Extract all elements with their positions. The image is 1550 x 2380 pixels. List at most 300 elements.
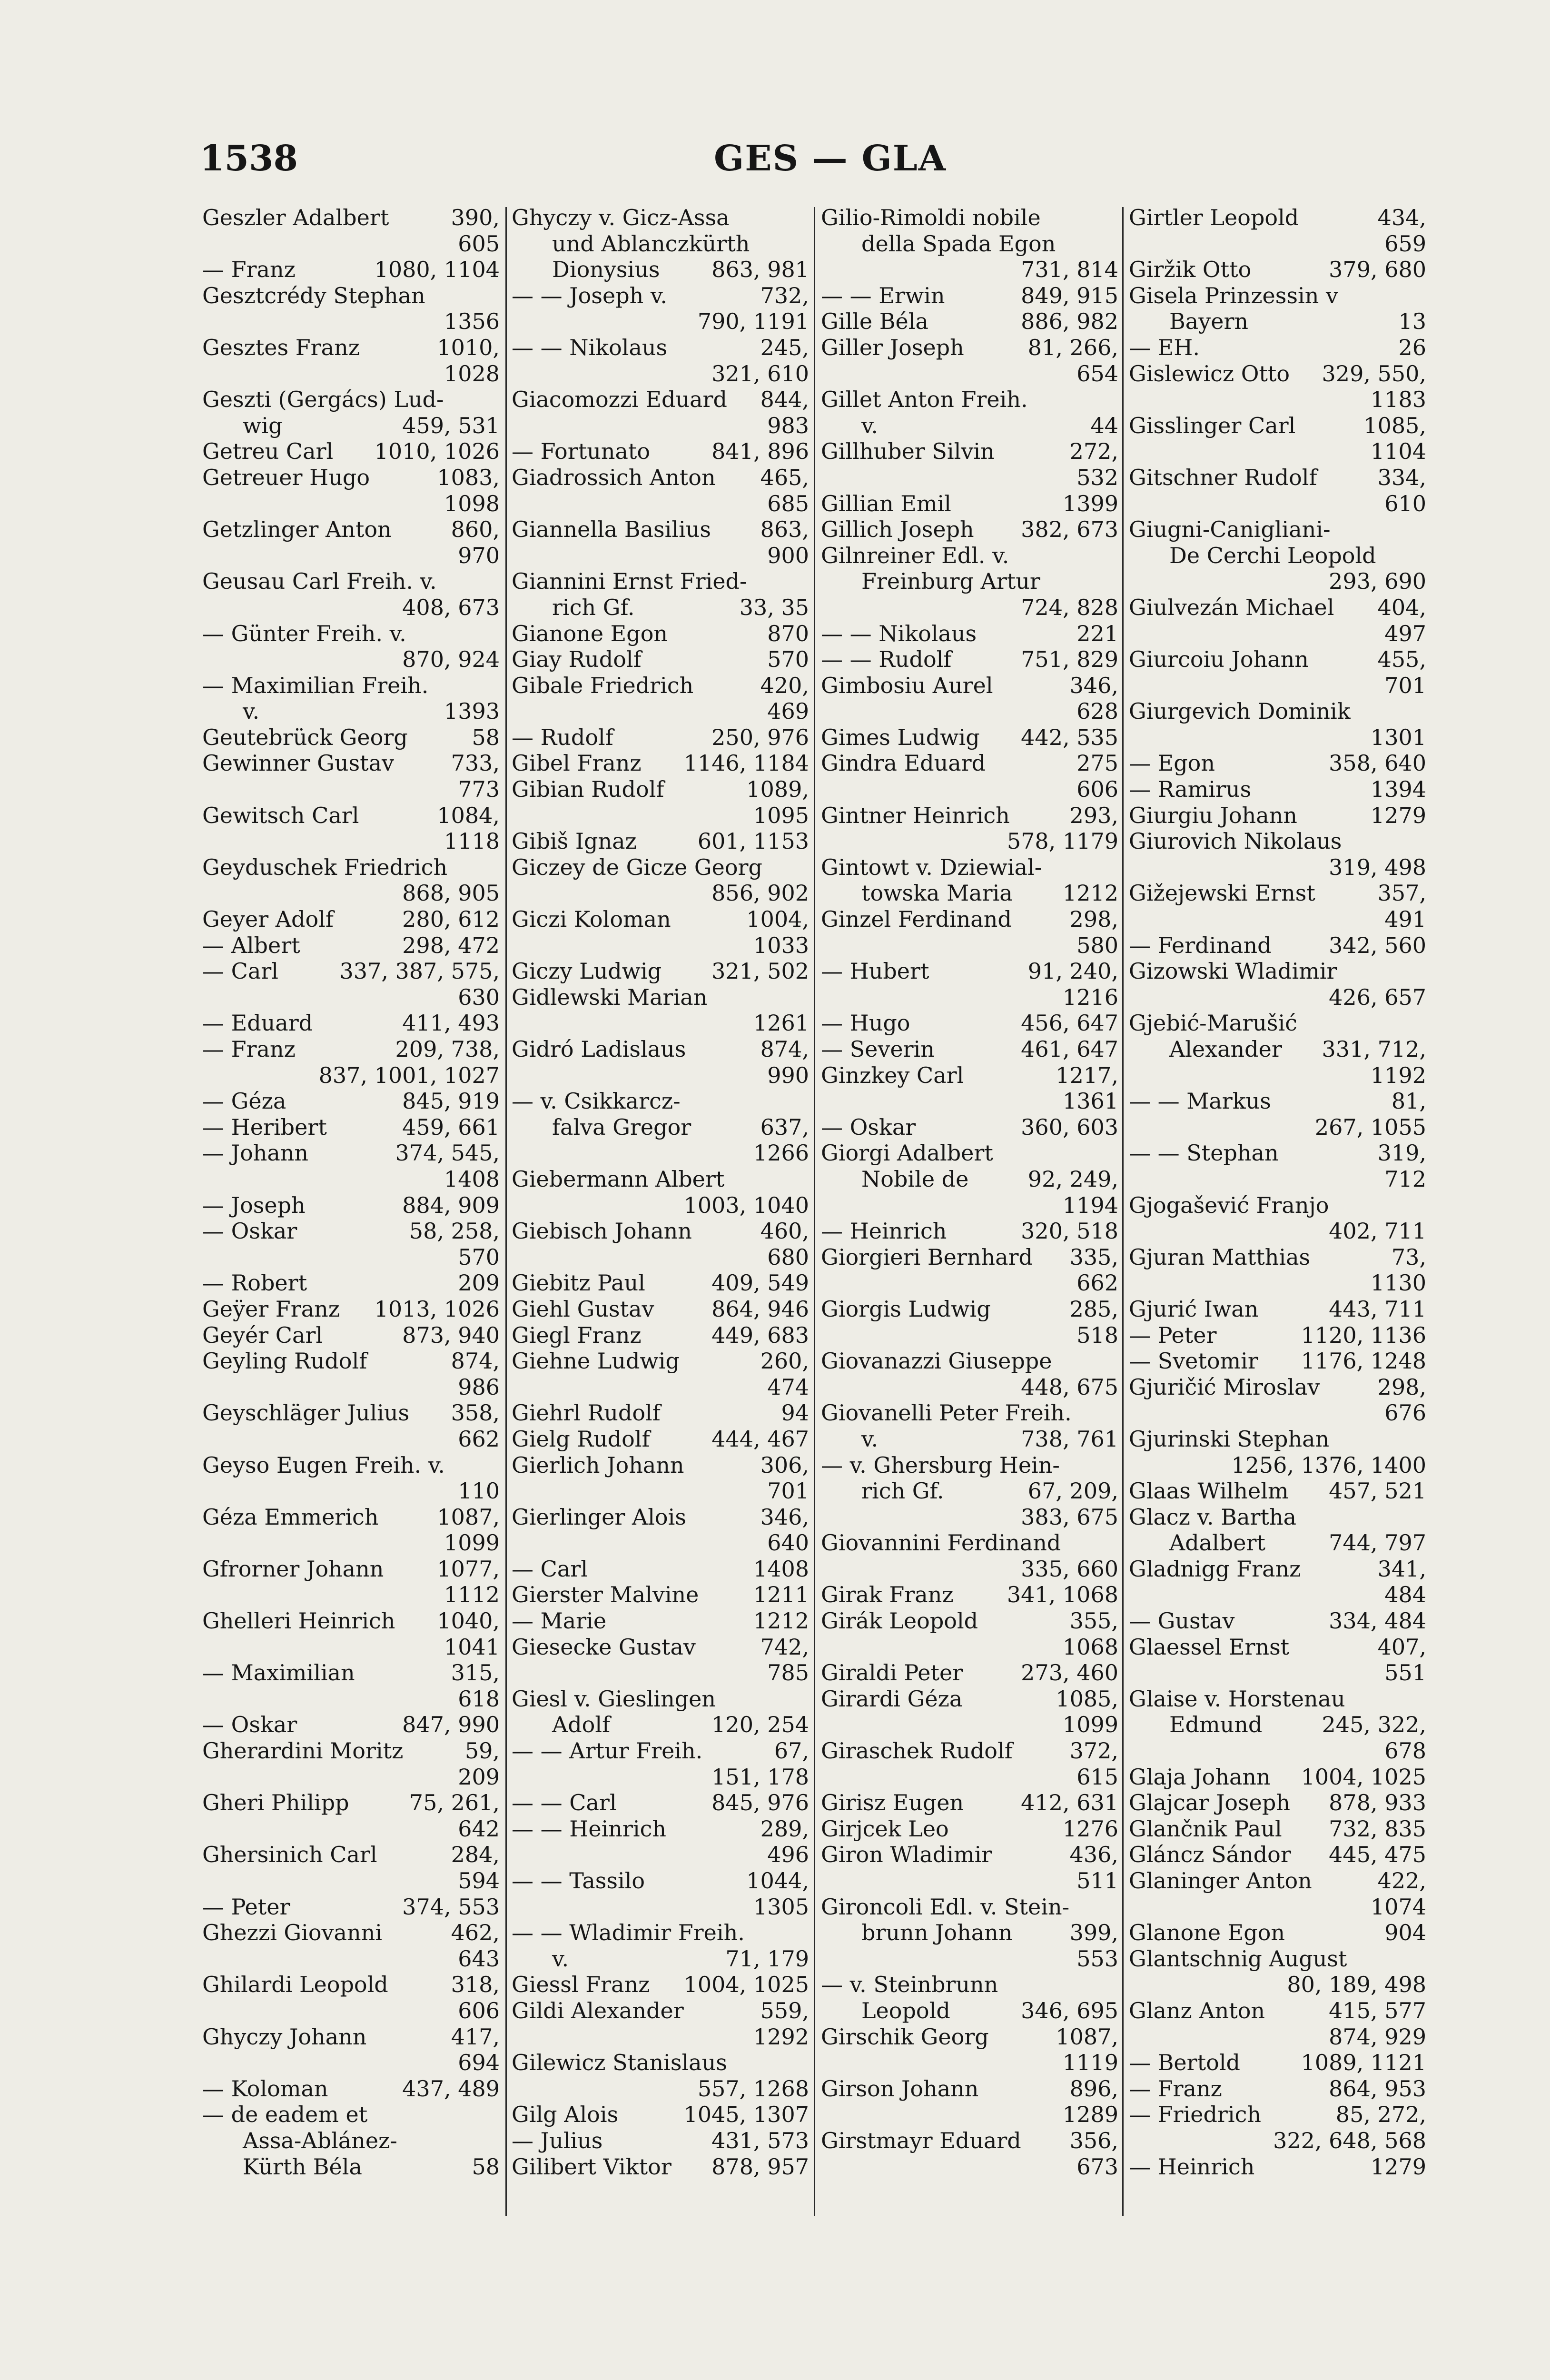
index-entry	[1129, 361, 1426, 413]
entry-line	[821, 1010, 1118, 1036]
index-entry	[202, 1036, 500, 1088]
entry-pages: 1394	[1370, 776, 1426, 803]
entry-name: Girardi Géza	[821, 1686, 963, 1712]
entry-line	[821, 568, 1118, 595]
entry-pages: 673	[1076, 2153, 1118, 2180]
entry-name: — Rudolf	[512, 724, 613, 750]
entry-pages: 120, 254	[711, 1712, 809, 1738]
entry-line	[1129, 1530, 1426, 1556]
entry-line	[202, 1660, 500, 1686]
entry-pages: 785	[767, 1660, 809, 1686]
entry-name: v.	[861, 412, 879, 438]
index-entry	[821, 621, 1118, 647]
index-entry	[821, 1972, 1118, 2023]
entry-line	[512, 1166, 809, 1192]
entry-pages: 209	[458, 1764, 500, 1790]
entry-name: Adalbert	[1169, 1530, 1265, 1556]
entry-pages: 260,	[760, 1348, 809, 1374]
entry-pages: 245,	[760, 334, 809, 360]
entry-line	[512, 803, 809, 829]
entry-name: — Ramirus	[1129, 776, 1252, 803]
entry-pages: 434,	[1377, 205, 1426, 230]
entry-line	[202, 1608, 500, 1634]
entry-pages: 1276	[1062, 1815, 1118, 1842]
index-entry	[1129, 1088, 1426, 1140]
entry-line	[202, 335, 500, 361]
entry-pages: 329, 550,	[1322, 360, 1426, 387]
entry-line	[1129, 1036, 1426, 1062]
entry-name: Gille Béla	[821, 308, 928, 335]
entry-pages: 712	[1384, 1166, 1426, 1192]
entry-name: Giczey de Gicze Georg	[512, 854, 762, 880]
entry-name: rich Gf.	[552, 594, 635, 620]
entry-line	[1129, 257, 1426, 283]
entry-pages: 1104	[1370, 438, 1426, 465]
entry-name: Gillhuber Silvin	[821, 438, 995, 465]
index-entry	[821, 438, 1118, 490]
entry-pages: 402, 711	[1329, 1218, 1426, 1244]
entry-pages: 642	[458, 1815, 500, 1842]
index-entry	[202, 205, 500, 257]
entry-line	[512, 621, 809, 647]
entry-pages: 221	[1076, 620, 1118, 646]
entry-line	[202, 595, 500, 621]
entry-line	[821, 724, 1118, 751]
entry-line	[512, 543, 809, 569]
index-entry	[1129, 932, 1426, 959]
index-entry	[1129, 1426, 1426, 1478]
entry-pages: 445, 475	[1329, 1842, 1426, 1868]
entry-name: Giorgieri Bernhard	[821, 1244, 1033, 1270]
entry-line	[1129, 1088, 1426, 1114]
index-entry	[1129, 698, 1426, 750]
entry-pages: 904	[1384, 1920, 1426, 1946]
index-entry	[202, 1894, 500, 1920]
entry-pages: 319,	[1377, 1140, 1426, 1166]
index-entry	[821, 1738, 1118, 1790]
entry-pages: 322, 648, 568	[1273, 2127, 1426, 2153]
entry-name: — Friedrich	[1129, 2102, 1261, 2128]
index-entry	[202, 1556, 500, 1608]
entry-line	[1129, 543, 1426, 569]
entry-pages: 744, 797	[1329, 1530, 1426, 1556]
entry-line	[202, 776, 500, 803]
entry-pages: 844,	[760, 387, 809, 413]
index-entry	[821, 724, 1118, 751]
entry-line	[512, 828, 809, 854]
entry-line	[512, 595, 809, 621]
entry-pages: 1003, 1040	[683, 1192, 809, 1218]
entry-pages: 518	[1076, 1322, 1118, 1348]
entry-line	[202, 1218, 500, 1244]
entry-line	[202, 1426, 500, 1452]
entry-line	[512, 1842, 809, 1868]
entry-line	[821, 1920, 1118, 1946]
entry-line	[1129, 1504, 1426, 1530]
entry-name: Gimes Ludwig	[821, 724, 980, 750]
entry-line	[202, 1062, 500, 1089]
entry-line	[202, 803, 500, 829]
entry-line	[512, 1322, 809, 1349]
entry-line	[821, 1504, 1118, 1530]
entry-pages: 455,	[1377, 646, 1426, 673]
entry-line	[202, 2050, 500, 2076]
entry-line	[202, 231, 500, 257]
entry-pages: 320, 518	[1021, 1218, 1118, 1244]
entry-pages: 81,	[1391, 1088, 1426, 1114]
entry-pages: 878, 957	[711, 2153, 809, 2180]
entry-pages: 1098	[444, 490, 500, 516]
entry-name: Geyduschek Friedrich	[202, 854, 448, 880]
entry-line	[821, 776, 1118, 803]
entry-name: — de eadem et	[202, 2102, 368, 2128]
entry-name: Giurovich Nikolaus	[1129, 828, 1342, 854]
index-entry	[1129, 1140, 1426, 1192]
entry-pages: 85, 272,	[1335, 2102, 1426, 2128]
index-entry	[1129, 413, 1426, 465]
index-entry	[512, 1686, 809, 1738]
entry-name: Alexander	[1169, 1036, 1282, 1062]
entry-line	[1129, 854, 1426, 881]
index-entry	[821, 387, 1118, 438]
entry-name: Kürth Béla	[243, 2153, 362, 2180]
entry-pages: 44	[1090, 412, 1118, 438]
index-entry	[202, 958, 500, 1010]
entry-name: — — Artur Freih.	[512, 1738, 703, 1764]
entry-name: rich Gf.	[861, 1478, 944, 1504]
entry-pages: 461, 647	[1021, 1036, 1118, 1062]
entry-pages: 382, 673	[1021, 516, 1118, 543]
index-entry	[1129, 2050, 1426, 2076]
entry-line	[202, 1452, 500, 1478]
entry-pages: 444, 467	[711, 1426, 809, 1452]
index-entry	[1129, 516, 1426, 595]
entry-line	[202, 932, 500, 959]
entry-pages: 643	[458, 1945, 500, 1972]
entry-line	[1129, 1842, 1426, 1868]
index-entry	[1129, 1634, 1426, 1686]
column-rule	[505, 207, 507, 2216]
entry-line	[202, 543, 500, 569]
index-entry	[1129, 1296, 1426, 1322]
entry-line	[202, 1504, 500, 1530]
index-entry	[202, 1842, 500, 1894]
entry-name: Gierlinger Alois	[512, 1504, 686, 1530]
entry-name: Getreuer Hugo	[202, 464, 370, 490]
entry-line	[821, 231, 1118, 257]
entry-pages: 1216	[1062, 984, 1118, 1010]
entry-line	[202, 1530, 500, 1556]
entry-name: — Johann	[202, 1140, 309, 1166]
entry-line	[821, 1764, 1118, 1790]
entry-line	[202, 828, 500, 854]
entry-name: Giebitz Paul	[512, 1270, 645, 1296]
index-entry	[512, 854, 809, 906]
entry-pages: 293,	[1069, 802, 1118, 828]
entry-line	[821, 1140, 1118, 1166]
entry-line	[1129, 231, 1426, 257]
entry-line	[512, 1140, 809, 1166]
index-entry	[1129, 257, 1426, 283]
entry-name: Glanone Egon	[1129, 1920, 1285, 1946]
entry-line	[821, 1842, 1118, 1868]
entry-name: Giczi Koloman	[512, 906, 671, 932]
entry-line	[1129, 1010, 1426, 1036]
entry-name: Giannini Ernst Fried-	[512, 568, 747, 595]
entry-pages: 680	[767, 1244, 809, 1270]
entry-pages: 874,	[760, 1036, 809, 1062]
index-entry	[202, 438, 500, 465]
entry-name: Gisslinger Carl	[1129, 412, 1296, 438]
entry-line	[512, 1764, 809, 1790]
entry-pages: 399,	[1069, 1920, 1118, 1946]
entry-pages: 990	[767, 1062, 809, 1088]
entry-pages: 610	[1384, 490, 1426, 516]
entry-pages: 1089, 1121	[1301, 2050, 1426, 2076]
entry-pages: 1130	[1370, 1270, 1426, 1296]
entry-name: Edmund	[1169, 1712, 1263, 1738]
entry-line	[202, 1686, 500, 1712]
entry-pages: 863,	[760, 516, 809, 543]
entry-line	[202, 2128, 500, 2154]
index-entry	[512, 750, 809, 776]
entry-pages: 870	[767, 620, 809, 646]
entry-name: Giraschek Rudolf	[821, 1738, 1013, 1764]
entry-pages: 298,	[1069, 906, 1118, 932]
entry-name: Giurgiu Johann	[1129, 802, 1297, 828]
index-entry	[821, 2128, 1118, 2180]
entry-pages: 284,	[451, 1842, 500, 1868]
index-entry	[202, 673, 500, 724]
entry-line	[1129, 491, 1426, 517]
entry-line	[202, 1166, 500, 1192]
index-entry	[512, 2102, 809, 2128]
index-entry	[202, 1192, 500, 1219]
entry-line	[512, 1816, 809, 1842]
index-entry	[1129, 595, 1426, 646]
index-entry	[1129, 1816, 1426, 1842]
entry-name: Girstmayr Eduard	[821, 2127, 1021, 2153]
index-entry	[202, 750, 500, 802]
entry-name: Assa-Ablánez-	[243, 2127, 397, 2153]
index-entry	[1129, 1556, 1426, 1608]
entry-line	[1129, 932, 1426, 959]
entry-line	[821, 1998, 1118, 2024]
entry-pages: 379, 680	[1329, 257, 1426, 283]
entry-pages: 532	[1076, 464, 1118, 490]
entry-line	[1129, 1270, 1426, 1296]
entry-line	[1129, 1348, 1426, 1374]
index-entry	[821, 1062, 1118, 1114]
entry-line	[512, 854, 809, 881]
index-entry	[1129, 465, 1426, 516]
entry-pages: 511	[1076, 1868, 1118, 1894]
entry-line	[821, 1322, 1118, 1349]
entry-line	[202, 673, 500, 699]
entry-name: Gjebić-Marušić	[1129, 1010, 1297, 1036]
index-entry	[821, 1686, 1118, 1738]
entry-name: Giebermann Albert	[512, 1166, 725, 1192]
entry-line	[512, 1660, 809, 1686]
entry-pages: 637,	[760, 1114, 809, 1140]
entry-line	[202, 1114, 500, 1140]
index-column-4	[1129, 205, 1426, 2180]
entry-pages: 331, 712,	[1322, 1036, 1426, 1062]
entry-name: — — Wladimir Freih.	[512, 1920, 745, 1946]
entry-pages: 1393	[444, 698, 500, 724]
index-entry	[202, 1270, 500, 1296]
entry-pages: 1256, 1376, 1400	[1231, 1452, 1426, 1478]
entry-line	[512, 1270, 809, 1296]
entry-name: Gibiš Ignaz	[512, 828, 637, 854]
entry-pages: 1212	[753, 1608, 809, 1634]
entry-pages: 886, 982	[1021, 308, 1118, 335]
entry-pages: 209, 738,	[395, 1036, 500, 1062]
entry-line	[821, 1582, 1118, 1608]
entry-pages: 298,	[1377, 1374, 1426, 1400]
entry-line	[821, 361, 1118, 387]
entry-name: Gibel Franz	[512, 750, 642, 776]
index-entry	[512, 621, 809, 647]
entry-name: — Franz	[202, 257, 296, 283]
entry-line	[202, 1842, 500, 1868]
entry-line	[1129, 1790, 1426, 1816]
entry-pages: 594	[458, 1868, 500, 1894]
entry-name: Getreu Carl	[202, 438, 334, 465]
entry-pages: 289,	[760, 1815, 809, 1842]
entry-name: Geyschläger Julius	[202, 1400, 410, 1426]
entry-pages: 986	[458, 1374, 500, 1400]
entry-pages: 273, 460	[1021, 1660, 1118, 1686]
entry-line	[1129, 1660, 1426, 1686]
index-entry	[512, 1790, 809, 1816]
entry-pages: 358,	[451, 1400, 500, 1426]
entry-pages: 1077,	[437, 1556, 500, 1582]
entry-pages: 1045, 1307	[683, 2102, 809, 2128]
entry-pages: 267, 1055	[1314, 1114, 1426, 1140]
entry-pages: 341, 1068	[1007, 1582, 1118, 1608]
entry-pages: 864, 946	[711, 1296, 809, 1322]
entry-line	[1129, 1192, 1426, 1219]
entry-name: Bayern	[1169, 308, 1249, 335]
entry-pages: 1301	[1370, 724, 1426, 750]
entry-pages: 1040,	[437, 1608, 500, 1634]
index-entry	[1129, 1790, 1426, 1816]
index-entry	[1129, 1478, 1426, 1504]
entry-line	[512, 1452, 809, 1478]
index-entry	[512, 438, 809, 465]
index-entry	[202, 1088, 500, 1114]
entry-pages: 13	[1398, 308, 1426, 335]
entry-line	[1129, 1556, 1426, 1582]
entry-name: Gladnigg Franz	[1129, 1556, 1301, 1582]
entry-pages: 422,	[1377, 1868, 1426, 1894]
entry-pages: 1119	[1062, 2050, 1118, 2076]
entry-pages: 1289	[1062, 2102, 1118, 2128]
entry-pages: 884, 909	[402, 1192, 500, 1218]
index-entry	[1129, 1374, 1426, 1426]
index-entry	[821, 283, 1118, 309]
entry-line	[512, 308, 809, 335]
entry-line	[512, 231, 809, 257]
entry-name: Giron Wladimir	[821, 1842, 992, 1868]
entry-line	[1129, 1166, 1426, 1192]
entry-line	[512, 646, 809, 673]
entry-line	[1129, 750, 1426, 776]
entry-name: Girisz Eugen	[821, 1790, 964, 1816]
entry-pages: 383, 675	[1021, 1504, 1118, 1530]
entry-pages: 275	[1076, 750, 1118, 776]
entry-name: Gislewicz Otto	[1129, 360, 1290, 387]
entry-line	[202, 984, 500, 1011]
index-entry	[1129, 1244, 1426, 1296]
entry-name: — v. Ghersburg Hein-	[821, 1452, 1060, 1478]
entry-pages: 59,	[464, 1738, 500, 1764]
entry-line	[512, 516, 809, 543]
entry-pages: 1176, 1248	[1301, 1348, 1426, 1374]
entry-line	[512, 2154, 809, 2180]
entry-pages: 873, 940	[402, 1322, 500, 1348]
entry-line	[512, 673, 809, 699]
entry-line	[202, 387, 500, 413]
entry-line	[821, 1374, 1118, 1400]
entry-pages: 358, 640	[1329, 750, 1426, 776]
index-entry	[1129, 1764, 1426, 1790]
entry-line	[821, 1790, 1118, 1816]
entry-pages: 732,	[760, 282, 809, 308]
entry-pages: 1087,	[1056, 2023, 1118, 2050]
index-entry	[202, 1010, 500, 1036]
entry-pages: 443, 711	[1329, 1296, 1426, 1322]
entry-pages: 306,	[760, 1452, 809, 1478]
entry-line	[512, 1530, 809, 1556]
index-entry	[202, 1348, 500, 1400]
entry-line	[202, 1998, 500, 2024]
entry-line	[202, 750, 500, 776]
index-entry	[512, 387, 809, 438]
entry-name: Giegl Franz	[512, 1322, 642, 1348]
entry-name: Geÿer Franz	[202, 1296, 340, 1322]
entry-line	[1129, 2076, 1426, 2102]
entry-pages: 1112	[444, 1582, 500, 1608]
index-entry	[821, 1296, 1118, 1348]
entry-pages: 1089,	[746, 776, 809, 803]
entry-line	[1129, 1738, 1426, 1764]
index-entry	[512, 646, 809, 673]
entry-line	[202, 1478, 500, 1504]
entry-pages: 67,	[774, 1738, 809, 1764]
entry-pages: 436,	[1069, 1842, 1118, 1868]
index-entry	[512, 776, 809, 828]
entry-line	[1129, 828, 1426, 854]
entry-pages: 1010, 1026	[374, 438, 500, 465]
entry-line	[512, 257, 809, 283]
entry-line	[512, 1036, 809, 1062]
entry-pages: 81, 266,	[1027, 334, 1118, 360]
entry-pages: 553	[1076, 1945, 1118, 1972]
index-entry	[1129, 1946, 1426, 1998]
index-entry	[512, 1348, 809, 1400]
entry-name: Girjcek Leo	[821, 1815, 949, 1842]
entry-pages: 847, 990	[402, 1712, 500, 1738]
entry-line	[821, 646, 1118, 673]
entry-pages: 465,	[760, 464, 809, 490]
entry-line	[1129, 1816, 1426, 1842]
entry-name: — — Markus	[1129, 1088, 1271, 1114]
index-entry	[512, 828, 809, 854]
entry-line	[202, 1920, 500, 1946]
entry-name: Gintowt v. Dziewial-	[821, 854, 1042, 880]
